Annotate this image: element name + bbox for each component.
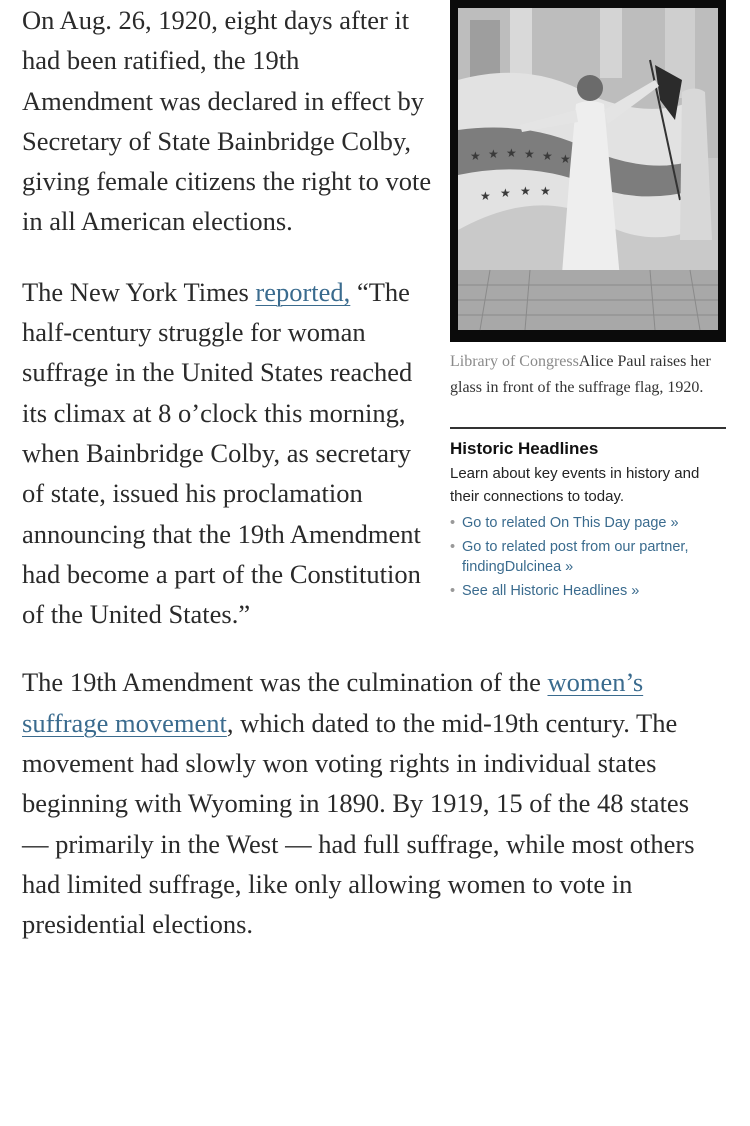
link-label[interactable]: Go to related post from our partner, findingDulcinea » bbox=[462, 539, 689, 575]
bullet-icon: • bbox=[450, 539, 456, 555]
historic-headlines-title: Historic Headlines bbox=[450, 439, 599, 458]
historic-headlines-links bbox=[450, 513, 726, 601]
svg-text:★: ★ bbox=[480, 189, 491, 203]
paragraph-3 bbox=[22, 662, 722, 944]
photo-credit: Library of Congress bbox=[450, 353, 579, 370]
svg-text:★: ★ bbox=[524, 147, 535, 161]
sidebar bbox=[450, 0, 726, 605]
p3-text-rest: , which dated to the mid-19th century. The movement had slowly won voting rights in individual states beginning with Wyoming in 1890. By 1919, 15 of the 48 states — primarily in the West — had full suffrage, while most others had limited suffrage, like only allowing women to vote in presidential elections. bbox=[22, 707, 695, 940]
sidebar-divider bbox=[450, 427, 726, 429]
article-body bbox=[22, 0, 722, 945]
p2-text-start: The New York Times bbox=[22, 276, 256, 307]
caption-text: Alice Paul raises her glass in front of the suffrage flag, 1920. bbox=[450, 353, 711, 396]
p2-text-quote: “The half-century struggle for woman suffrage in the United States reached its climax at 8 o’clock this morning, when Bainbridge Colby, as secretary of state, issued his proclamation announcing that the 19th Amendment had become a part of the Constitution of the United States.” bbox=[22, 276, 421, 630]
svg-text:★: ★ bbox=[520, 184, 531, 198]
svg-text:★: ★ bbox=[560, 152, 571, 166]
paragraph-1: On Aug. 26, 1920, eight days after it had been ratified, the 19th Amendment was declared in effect by Secretary of State Bainbridge Colby, giving female citizens the right to vote in all American elections. bbox=[22, 5, 432, 237]
link-on-this-day[interactable] bbox=[450, 513, 726, 533]
photo-illustration bbox=[450, 0, 726, 342]
p3-text-start: The 19th Amendment was the culmination of the bbox=[22, 667, 548, 698]
photo-caption bbox=[450, 349, 726, 400]
womens-suffrage-movement-link[interactable]: women’s suffrage movement bbox=[22, 667, 644, 738]
link-label[interactable]: See all Historic Headlines » bbox=[462, 583, 640, 599]
link-partner-post[interactable] bbox=[450, 537, 726, 577]
svg-text:★: ★ bbox=[540, 184, 551, 198]
historic-headlines-description: Learn about key events in history and their connections to today. bbox=[450, 465, 700, 505]
bullet-icon: • bbox=[450, 583, 456, 599]
svg-text:★: ★ bbox=[542, 149, 553, 163]
svg-text:★: ★ bbox=[506, 146, 517, 160]
suffrage-photo bbox=[450, 0, 726, 342]
reported-link[interactable]: reported, bbox=[255, 276, 351, 307]
link-label[interactable]: Go to related On This Day page » bbox=[462, 515, 679, 531]
svg-text:★: ★ bbox=[470, 149, 481, 163]
svg-text:★: ★ bbox=[488, 147, 499, 161]
bullet-icon: • bbox=[450, 515, 456, 531]
link-all-headlines[interactable] bbox=[450, 581, 726, 601]
svg-text:★: ★ bbox=[500, 186, 511, 200]
